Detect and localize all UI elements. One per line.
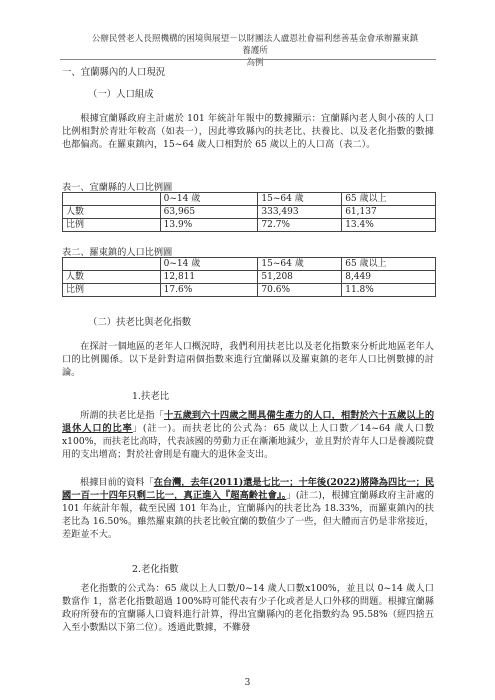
table-cell: [63, 193, 161, 206]
header-line-1: 公辦民營老人長照機構的困境與展望－以財團法人盧恩社會福利慈善基金會承辦羅東鎮養護所: [91, 34, 419, 56]
table-row: [63, 258, 436, 271]
table-cell: 比例: [63, 284, 161, 297]
table-2: [62, 257, 436, 297]
ratio-text-a: 所謂的扶老比是指「: [80, 410, 164, 421]
table-cell: 70.6%: [258, 284, 342, 297]
taiwan-text-a: 根據目前的資料「: [80, 477, 154, 488]
dependency-intro-paragraph: [62, 340, 434, 379]
table-cell: 比例: [63, 219, 161, 232]
taiwan-data-paragraph: [62, 476, 434, 541]
table-cell: 51,208: [258, 271, 342, 284]
table-cell: 0~14 歲: [160, 258, 258, 271]
table-cell: 65 歲以上: [342, 193, 436, 206]
table-cell: 12,811: [160, 271, 258, 284]
table-cell: [63, 258, 161, 271]
table-cell: 15~64 歲: [258, 258, 342, 271]
table-cell: 0~14 歲: [160, 193, 258, 206]
subsection-population-title: （一）人口組成: [88, 89, 154, 100]
table-row: [63, 271, 436, 284]
header-divider: [60, 59, 436, 60]
table-cell: 61,137: [342, 206, 436, 219]
ratio-quote: 十五歲到六十四歲之間具備生產力的人口，相對於六十五歲以上的退休人口的比率: [62, 410, 435, 434]
table-cell: 65 歲以上: [342, 258, 436, 271]
taiwan-text-c: 」(註二)，根據宜蘭縣政府主計處的 101 年統計年報，截至民國 101 年為止，宜蘭縣內的扶老比為 18.33%，而羅東鎮內的扶老比為 16.50%。雖然羅東鎮的扶老比較宜蘭的數值少了一些，但大體而言仍是非常接近，差距並不大。: [62, 490, 434, 540]
table-row: [63, 193, 436, 206]
table-1: [62, 192, 436, 232]
table-cell: 15~64 歲: [258, 193, 342, 206]
table-cell: 13.9%: [160, 219, 258, 232]
table-cell: 72.7%: [258, 219, 342, 232]
table-1-caption: 表一、宜蘭縣的人口比例圖: [62, 182, 173, 193]
table-cell: 11.8%: [342, 284, 436, 297]
population-paragraph-text: 根據宜蘭縣政府主計處於 101 年統計年報中的數據顯示：宜蘭縣內老人與小孩的人口比例相對於青壯年較高（如表一），因此導致縣內的扶老比、扶養比、以及老化指數的數據也都偏高。在羅東鎮內，15~64 歲人口相對於 65 歲以上的人口高（表二）。: [62, 113, 434, 150]
table-row: [63, 206, 436, 219]
population-paragraph: [62, 112, 434, 151]
table-cell: 13.4%: [342, 219, 436, 232]
aging-index-title: 2.老化指數: [132, 564, 179, 575]
table-row: [63, 219, 436, 232]
ratio-text-c: 」(註一)。而扶老比的公式為：65 歲以上人口數／14~64 歲人口數x100%，而扶老比高時，代表該國的勞動力正在漸漸地減少，並且對於青年人口是養護院費用的支出增高；對於社會則是有龐大的退休金支出。: [62, 423, 435, 460]
table-cell: 人數: [63, 271, 161, 284]
table-cell: 人數: [63, 206, 161, 219]
page-number: 3: [244, 678, 251, 688]
table-row: [63, 284, 436, 297]
section-1-title: 一、宜蘭縣內的人口現況: [62, 67, 166, 78]
table-cell: 333,493: [258, 206, 342, 219]
taiwan-quote: 在台灣，去年(2011)還是七比一；十年後(2022)將降為四比一；民國一百一十四年只剩二比一，真正進入『超高齡社會』。: [62, 477, 435, 501]
table-cell: 63,965: [160, 206, 258, 219]
table-cell: 17.6%: [160, 284, 258, 297]
dependency-intro-text: 在探討一個地區的老年人口概況時，我們利用扶老比以及老化指數來分析此地區老年人口的比例關係。以下是針對這兩個指數來進行宜蘭縣以及羅東鎮的老年人口比例數據的討論。: [62, 341, 434, 378]
old-age-ratio-paragraph: [62, 409, 434, 461]
old-age-ratio-title: 1.扶老比: [132, 391, 170, 402]
subsection-dependency-title: （二）扶老比與老化指數: [88, 317, 192, 328]
aging-index-text: 老化指數的公式為：65 歲以上人口數/0~14 歲人口數x100%，並且以 0~14 歲人口數當作 1，當老化指數超過 100%時可能代表有少子化或者是人口外移的問題。根據宜蘭縣政府所發布的宜蘭縣人口資料進行計算，得出宜蘭縣內的老化指數約為 95.58%（經四捨五入至小數點以下第二位）。透過此數據，不難發: [62, 583, 434, 633]
aging-index-paragraph: [62, 582, 434, 634]
table-cell: 8,449: [342, 271, 436, 284]
header-line-2: 為例: [246, 58, 264, 68]
table-2-caption: 表二、羅東鎮的人口比例圖: [62, 247, 173, 258]
